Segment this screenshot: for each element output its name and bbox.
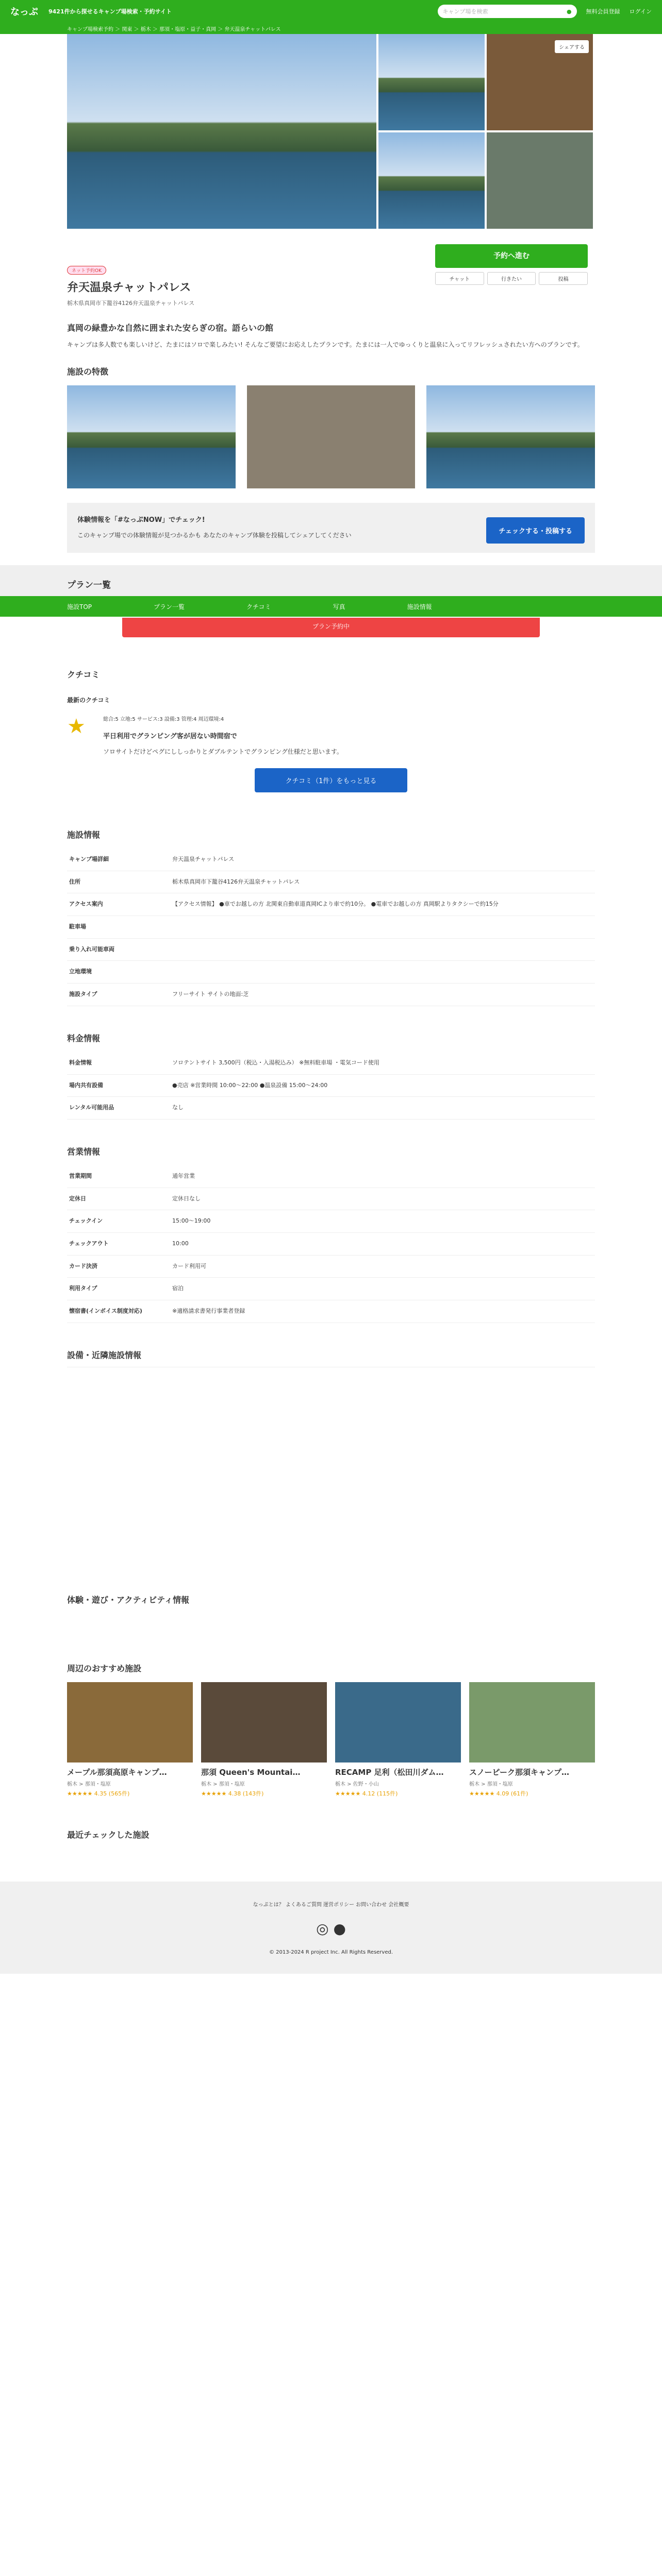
table-row	[67, 1232, 595, 1255]
hero-gallery[interactable]	[67, 34, 595, 229]
tab-bar	[0, 596, 662, 617]
now-text: このキャンプ場での体験情報が見つかるかも あなたのキャンプ体験を投稿してシェアしてください	[77, 532, 352, 539]
rec-area: 栃木 > 那須・塩原	[201, 1781, 245, 1787]
rec-card[interactable]	[201, 1682, 327, 1798]
rec-area: 栃木 > 那須・塩原	[469, 1781, 513, 1787]
near-area	[67, 1367, 595, 1573]
login-link[interactable]: ログイン	[629, 8, 652, 15]
header	[0, 0, 662, 23]
instagram-icon[interactable]: ◎ ●	[316, 1920, 346, 1937]
features-title: 施設の特徴	[67, 367, 109, 377]
table-row	[67, 1300, 595, 1323]
rec-rating: ★★★★★ 4.38 (143件)	[201, 1790, 264, 1797]
rec-card[interactable]	[335, 1682, 461, 1798]
footer-links[interactable]: なっぷとは？ よくあるご質問 運営ポリシー お問い合わせ 会社概要	[253, 1902, 409, 1908]
feature-photo	[67, 385, 236, 488]
cell-label: 立地環境	[67, 961, 170, 984]
table-row	[67, 1165, 595, 1188]
want-button[interactable]: 行きたい	[487, 272, 536, 285]
search-input[interactable]: キャンプ場を検索 ●	[438, 5, 577, 18]
now-box	[67, 503, 595, 553]
footer	[0, 1882, 662, 1974]
breadcrumb[interactable]: キャンプ場検索予約 ＞ 関東 ＞ 栃木 ＞ 那須・塩原・益子・真岡 ＞ 弁天温泉チャットパレス	[0, 23, 662, 34]
biz-title: 営業情報	[67, 1146, 101, 1157]
price-title: 料金情報	[67, 1033, 101, 1043]
cell-value: フリーサイト サイトの地面:芝	[170, 984, 595, 1006]
tab-info[interactable]: 施設情報	[407, 603, 432, 611]
rec-name[interactable]: 那須 Queen's Mountai…	[201, 1767, 301, 1777]
rec-name[interactable]: メープル那須高原キャンプ…	[67, 1767, 167, 1777]
rec-photo[interactable]	[67, 1682, 193, 1762]
tab-photo[interactable]: 写真	[333, 603, 345, 611]
table-row	[67, 1052, 595, 1074]
cell-label: 懐宿書(インボイス制度対応)	[67, 1300, 170, 1323]
logo[interactable]: なっぷ	[10, 7, 38, 18]
cell-value: 通年営業	[170, 1165, 595, 1188]
cell-value: ※適格請求書発行事業者登録	[170, 1300, 595, 1323]
rec-photo[interactable]	[335, 1682, 461, 1762]
table-row	[67, 1188, 595, 1210]
rec-rating: ★★★★★ 4.35 (565件)	[67, 1790, 130, 1797]
table-row	[67, 938, 595, 961]
photo[interactable]	[378, 132, 485, 229]
rec-name[interactable]: RECAMP 足利（松田川ダム…	[335, 1767, 444, 1777]
cell-label: 施設タイプ	[67, 984, 170, 1006]
cell-label: 営業期間	[67, 1165, 170, 1188]
table-row	[67, 916, 595, 939]
table-row	[67, 984, 595, 1006]
chat-button[interactable]: チャット	[435, 272, 484, 285]
rec-title: 周辺のおすすめ施設	[67, 1663, 142, 1673]
tab-review[interactable]: クチコミ	[246, 603, 271, 611]
cell-label: カード決済	[67, 1255, 170, 1278]
star-icon: ★	[67, 715, 86, 738]
photo[interactable]	[487, 132, 593, 229]
cell-value: 栃木県真岡市下籠谷4126弁天温泉チャットパレス	[170, 871, 595, 893]
cell-value: ソロテントサイト 3,500円（税込・入湯税込み） ※無料駐車場 ・電気コード使用	[170, 1052, 595, 1074]
table-row	[67, 871, 595, 893]
rec-photo[interactable]	[469, 1682, 595, 1762]
check-post-button[interactable]: チェックする・投稿する	[486, 517, 585, 544]
plan-button[interactable]: プラン予約中	[122, 618, 540, 637]
cell-value	[170, 938, 595, 961]
main-photo[interactable]	[67, 34, 376, 229]
cell-value: 【アクセス情報】 ●車でお越しの方 北関東自動車道真岡ICより車で約10分。 ●電車でお越しの方 真岡駅よりタクシーで約15分	[170, 893, 595, 916]
review-title: クチコミ	[67, 670, 100, 680]
copyright: © 2013-2024 R project Inc. All Rights Reserved.	[269, 1949, 393, 1955]
rec-name[interactable]: スノーピーク那須キャンプ…	[469, 1767, 569, 1777]
rec-photo[interactable]	[201, 1682, 327, 1762]
table-row	[67, 1255, 595, 1278]
act-title: 体験・遊び・アクティビティ情報	[67, 1595, 189, 1605]
tab-plan[interactable]: プラン一覧	[154, 603, 185, 611]
cell-label: 場内共有設備	[67, 1074, 170, 1097]
rec-card[interactable]	[469, 1682, 595, 1798]
more-review-button[interactable]: クチコミ（1件）をもっと見る	[255, 768, 408, 792]
rec-rating: ★★★★★ 4.09 (61件)	[469, 1790, 528, 1797]
cell-label: 乗り入れ可能車両	[67, 938, 170, 961]
info-table	[67, 849, 595, 1006]
cell-label: レンタル可能用品	[67, 1097, 170, 1120]
review-text: ソロサイトだけどペグにししっかりとダブルテントでグランピング仕様だと思います。	[103, 748, 343, 755]
review-card	[67, 715, 595, 758]
cell-value: 15:00〜19:00	[170, 1210, 595, 1233]
cell-value	[170, 961, 595, 984]
description: キャンプは多人数でも楽しいけど、たまにはソロで楽しみたい! そんなご要望にお応えしたプランです。たまには一人でゆっくりと温泉に入ってリフレッシュされたい方へのプランです。	[67, 341, 584, 348]
tab-top[interactable]: 施設TOP	[67, 603, 92, 611]
cell-value: ●売店 ※営業時間 10:00〜22:00 ●温泉設備 15:00〜24:00	[170, 1074, 595, 1097]
feature-photo	[247, 385, 416, 488]
near-title: 設備・近隣施設情報	[67, 1350, 142, 1360]
cell-label: チェックイン	[67, 1210, 170, 1233]
reserve-button[interactable]: 予約へ進む	[435, 244, 588, 268]
latest-review: 最新のクチコミ	[67, 697, 110, 704]
post-button[interactable]: 投稿	[539, 272, 588, 285]
rec-rating: ★★★★★ 4.12 (115件)	[335, 1790, 398, 1797]
cell-label: 住所	[67, 871, 170, 893]
review-head: 平日利用でグランピング客が居ない時間宿で	[103, 733, 237, 740]
cell-value: なし	[170, 1097, 595, 1120]
cell-label: 料金情報	[67, 1052, 170, 1074]
register-link[interactable]: 無料会員登録	[586, 8, 620, 15]
recent-title: 最近チェックした施設	[67, 1829, 150, 1840]
biz-table	[67, 1165, 595, 1323]
address: 栃木県真岡市下籠谷4126弁天温泉チャットパレス	[67, 300, 195, 307]
tagline: 9421件から探せるキャンプ場検索・予約サイト	[48, 8, 172, 15]
cell-value: 弁天温泉チャットパレス	[170, 849, 595, 871]
table-row	[67, 1074, 595, 1097]
review-scores: 総合:5 立地:5 サービス:3 設備:3 管理:4 周辺環境:4	[103, 717, 224, 722]
cell-label: アクセス案内	[67, 893, 170, 916]
rec-list	[67, 1682, 595, 1798]
table-row	[67, 849, 595, 871]
side-panel	[435, 244, 588, 285]
search-icon[interactable]: ●	[566, 8, 572, 15]
cell-value	[170, 916, 595, 939]
plan-title: プラン一覧	[0, 565, 662, 596]
photo[interactable]	[378, 34, 485, 130]
info-title: 施設情報	[67, 830, 101, 840]
cell-label: キャンプ場詳細	[67, 849, 170, 871]
rec-card[interactable]	[67, 1682, 193, 1798]
cell-value: 10:00	[170, 1232, 595, 1255]
cell-value: 定休日なし	[170, 1188, 595, 1210]
table-row	[67, 1210, 595, 1233]
net-reserve-badge: ネット予約OK	[67, 266, 106, 275]
share-button[interactable]: シェアする	[555, 40, 589, 53]
cell-label: 利用タイプ	[67, 1278, 170, 1300]
table-row	[67, 1097, 595, 1120]
cell-value: 宿泊	[170, 1278, 595, 1300]
cell-label: 駐車場	[67, 916, 170, 939]
lead: 真岡の緑豊かな自然に囲まれた安らぎの宿。語らいの館	[67, 323, 274, 333]
now-title: 体験情報を「#なっぷNOW」でチェック!	[77, 516, 205, 524]
cell-label: チェックアウト	[67, 1232, 170, 1255]
table-row	[67, 961, 595, 984]
rec-area: 栃木 > 那須・塩原	[67, 1781, 111, 1787]
table-row	[67, 1278, 595, 1300]
table-row	[67, 893, 595, 916]
cell-value: カード利用可	[170, 1255, 595, 1278]
cell-label: 定休日	[67, 1188, 170, 1210]
price-table	[67, 1052, 595, 1120]
feature-photo	[426, 385, 595, 488]
page-title: 弁天温泉チャットパレス	[67, 281, 191, 294]
rec-area: 栃木 > 佐野・小山	[335, 1781, 379, 1787]
